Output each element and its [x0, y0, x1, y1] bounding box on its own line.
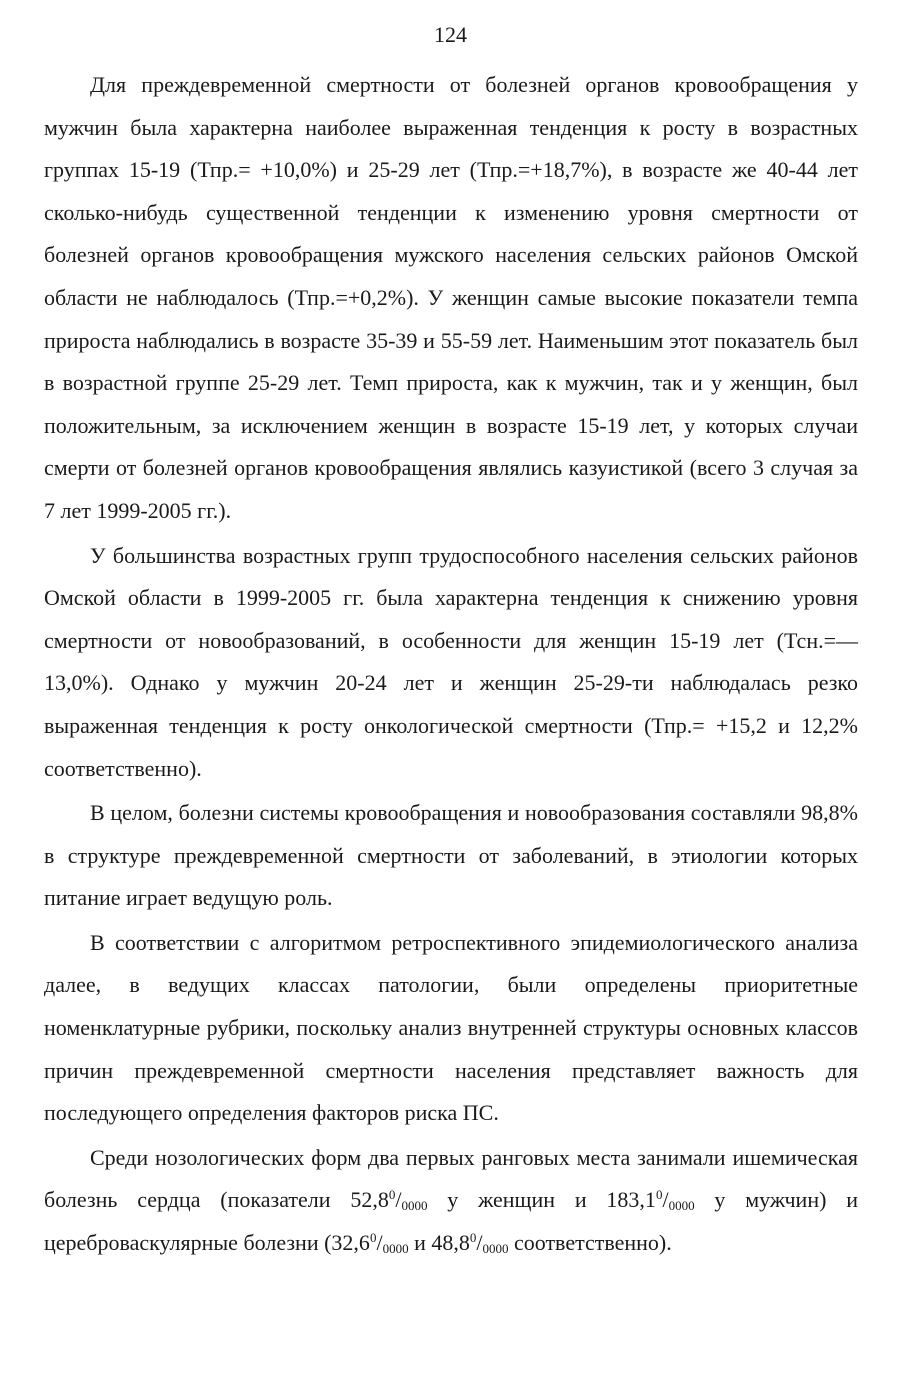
final-text-4: и 48,8: [408, 1230, 470, 1256]
paragraph-circulatory-mortality: Для преждевременной смертности от болезней органов кровообращения у мужчин была характерна наиболее выраженная тенденция к росту в возрастных группах 15-19 (Тпр.= +10,0%) и 25-29 лет (Тпр.=+18,7%), в возрасте же 40-44 лет сколько-нибудь существенной тенденции к изменению уровня смертности от болезней органов кровообращения мужского населения сельских районов Омской области не наблюдалось (Тпр.=+0,2%). У женщин самые высокие показатели темпа прироста наблюдались в возрасте 35-39 и 55-59 лет. Наименьшим этот показатель был в возрастной группе 25-29 лет. Темп прироста, как к мужчин, так и у женщин, был положительным, за исключением женщин в возрасте 15-19 лет, у которых случаи смерти от болезней органов кровообращения являлись казуистикой (всего 3 случая за 7 лет 1999-2005 гг.).: [44, 72, 864, 523]
subscript-1: 0000: [401, 1198, 428, 1214]
page-number: 124: [434, 22, 467, 47]
superscript-2: 0: [655, 1187, 663, 1203]
superscript-3: 0: [369, 1230, 377, 1246]
subscript-2: 0000: [668, 1198, 695, 1214]
subscript-3: 0000: [382, 1241, 409, 1257]
final-text-3: у мужчин) и цереброваскулярные болезни (32,6: [44, 1187, 864, 1256]
final-text-5: соответственно).: [508, 1230, 672, 1256]
final-text-1: Среди нозологических форм два первых ранговых места занимали ишемическая болезнь сердца (показатели 52,8: [44, 1144, 864, 1213]
paragraph-structure-share: В целом, болезни системы кровообращения и новообразования составляли 98,8% в структуре преждевременной смертности от заболеваний, в этиологии которых питание играет ведущую роль.: [44, 800, 864, 911]
slash-1: /: [395, 1187, 402, 1213]
body-text: [44, 64, 864, 1265]
slash-2: /: [662, 1187, 669, 1213]
superscript-1: 0: [388, 1187, 396, 1203]
final-text-2: у женщин и 183,1: [427, 1187, 656, 1213]
paragraph-nosological-forms: [44, 1137, 864, 1265]
superscript-4: 0: [469, 1230, 477, 1246]
paragraph-neoplasm-mortality: У большинства возрастных групп трудоспособного населения сельских районов Омской области в 1999-2005 гг. была характерна тенденция к снижению уровня смертности от новообразований, в особенности для женщин 15-19 лет (Тсн.=—13,0%). Однако у мужчин 20-24 лет и женщин 25-29-ти наблюдалась резко выраженная тенденция к росту онкологической смертности (Тпр.= +15,2 и 12,2% соответственно).: [44, 542, 864, 781]
slash-3: /: [376, 1230, 383, 1256]
paragraph-retrospective-analysis: В соответствии с алгоритмом ретроспективного эпидемиологического анализа далее, в ведущих классах патологии, были определены приоритетные номенклатурные рубрики, поскольку анализ внутренней структуры основных классов причин преждевременной смертности населения представляет важность для последующего определения факторов риска ПС.: [44, 929, 864, 1126]
subscript-4: 0000: [482, 1241, 509, 1257]
slash-4: /: [476, 1230, 483, 1256]
